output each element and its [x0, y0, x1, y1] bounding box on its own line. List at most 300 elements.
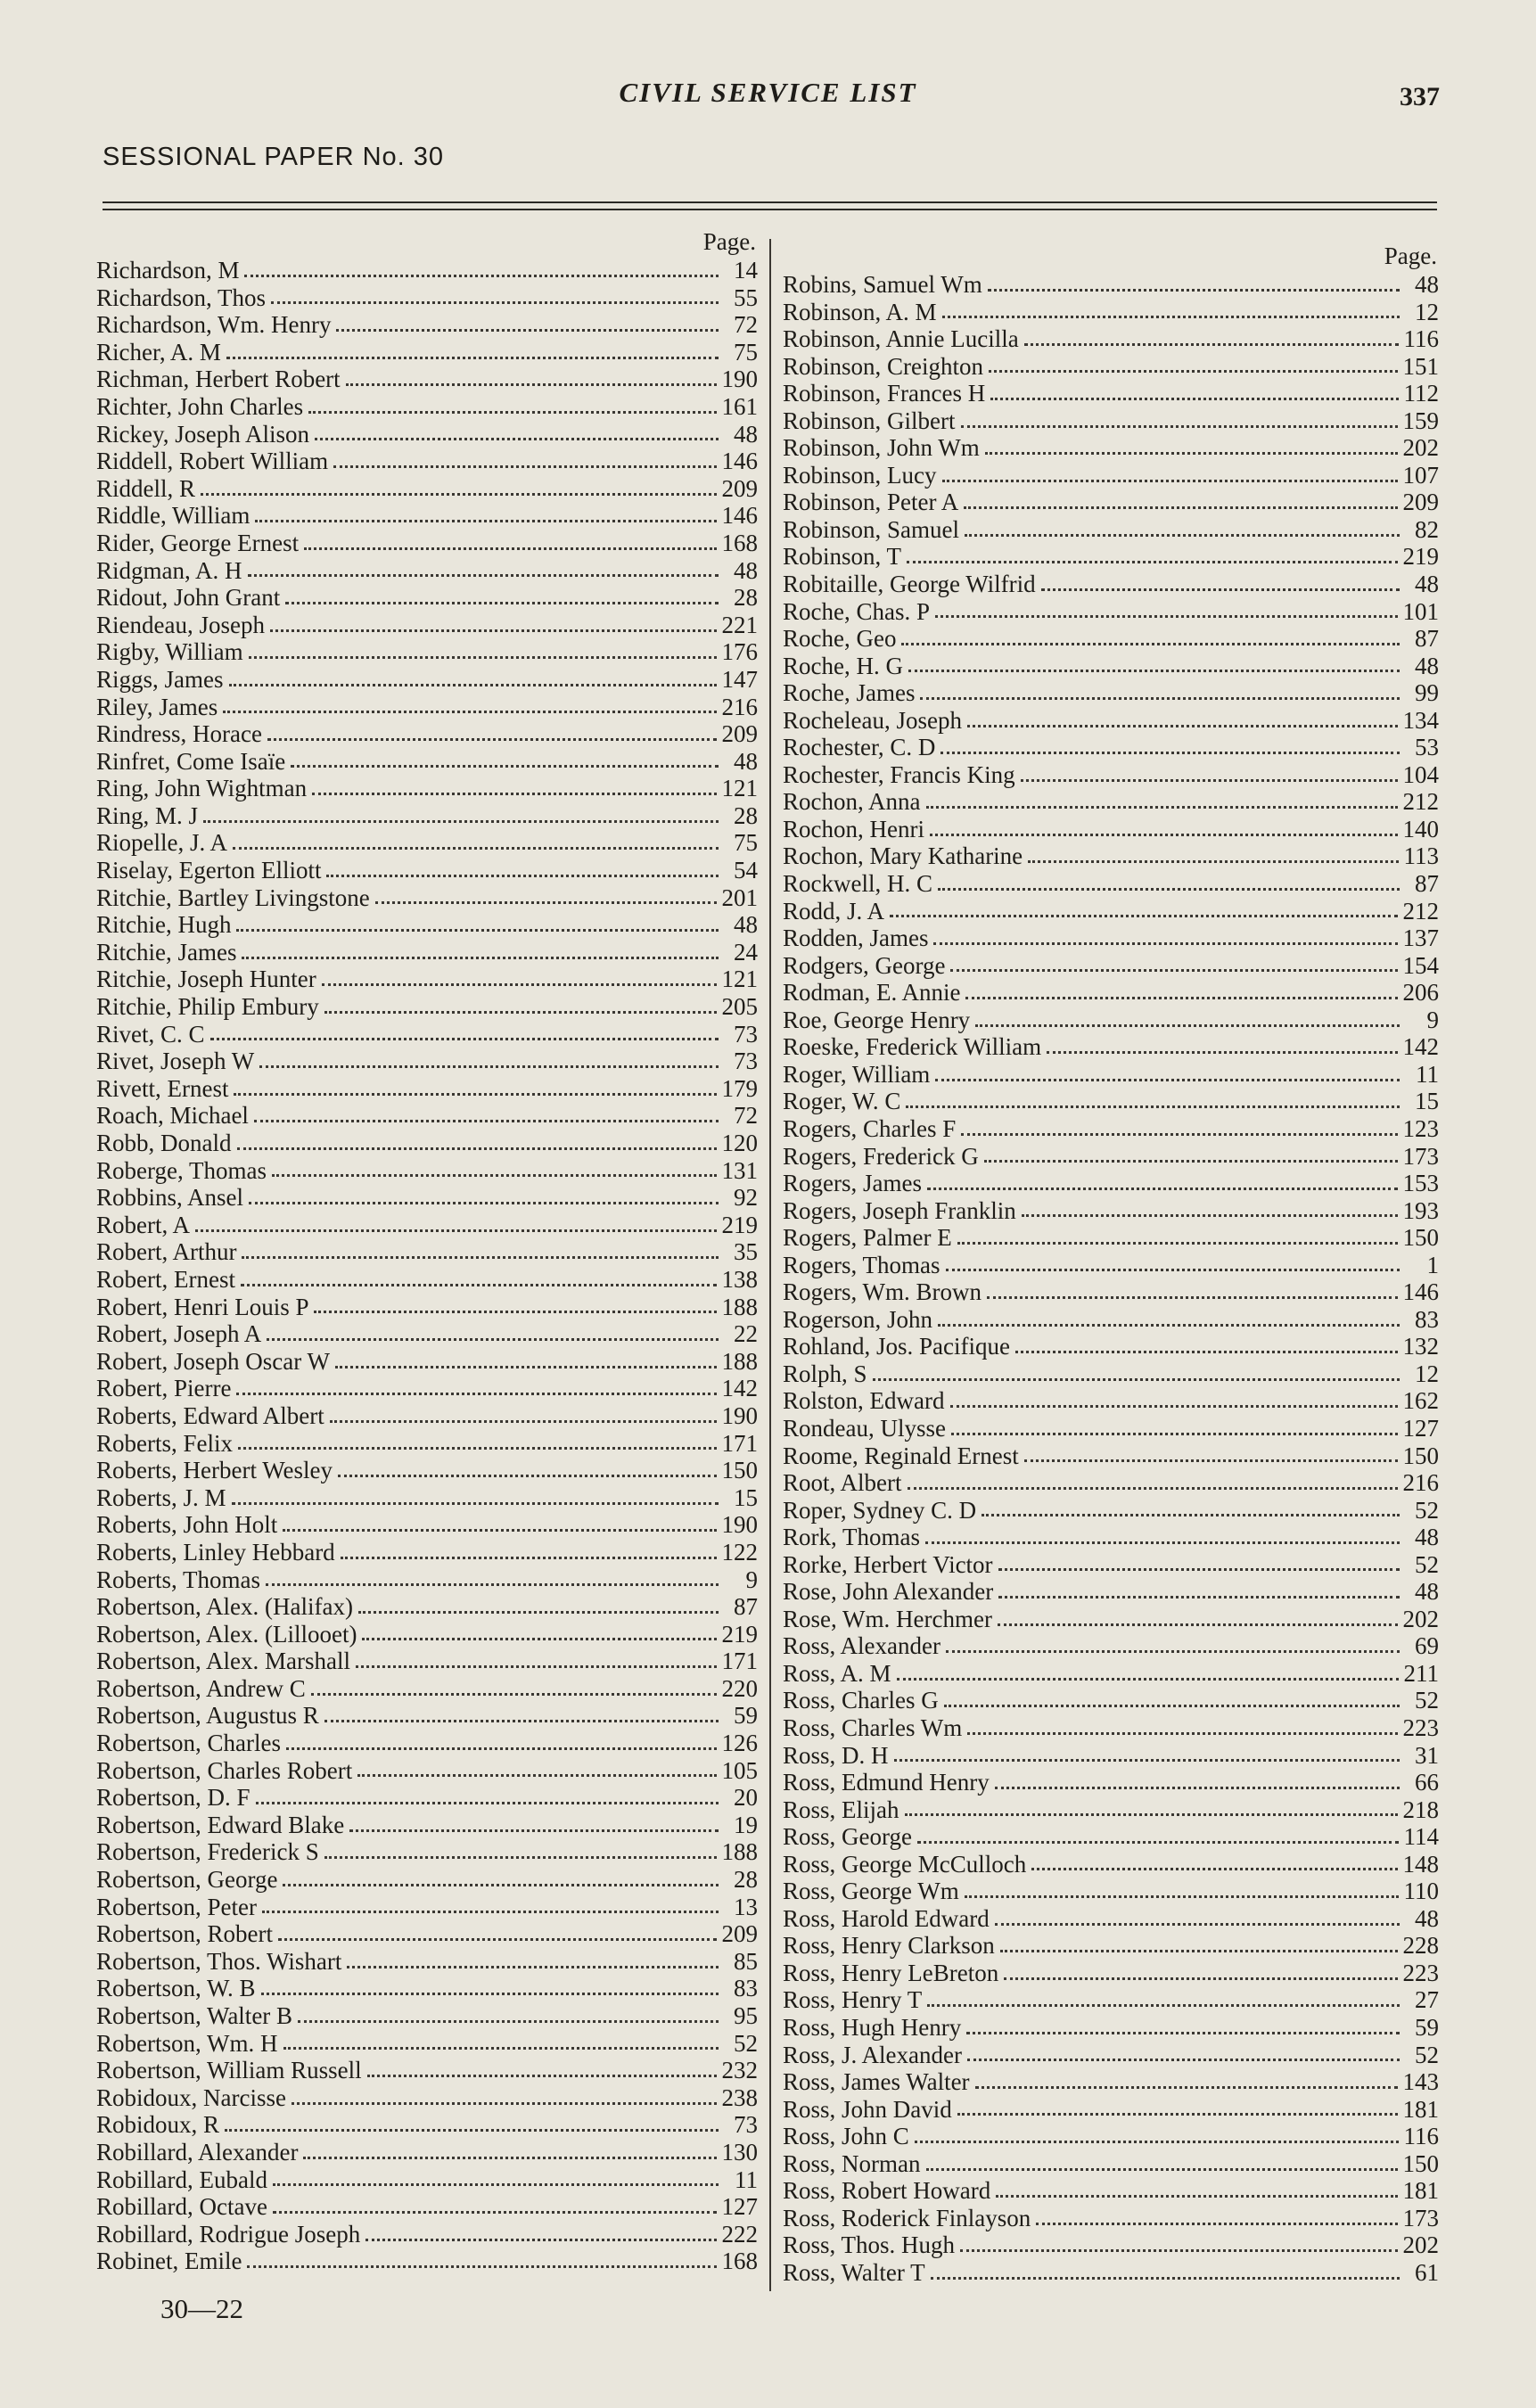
- entry-name: Robertson, Charles: [96, 1730, 281, 1757]
- dot-leader: [223, 711, 716, 713]
- entry-page: 179: [721, 1074, 758, 1102]
- entry-page: 168: [721, 2248, 758, 2275]
- entry-page: 211: [1403, 1659, 1439, 1687]
- entry-name: Robertson, Augustus R: [96, 1702, 319, 1730]
- dot-leader: [1041, 588, 1400, 591]
- dot-leader: [283, 1884, 719, 1886]
- dot-leader: [967, 725, 1398, 727]
- entry-page: 223: [1402, 1714, 1439, 1741]
- dot-leader: [242, 957, 719, 959]
- dot-leader: [930, 834, 1398, 836]
- dot-leader: [203, 820, 719, 823]
- dot-leader: [271, 301, 719, 304]
- dot-leader: [324, 1720, 719, 1722]
- dot-leader: [942, 480, 1398, 482]
- dot-leader: [267, 738, 717, 741]
- entry-name: Rogers, Thomas: [783, 1251, 940, 1278]
- index-entry: [783, 1742, 1439, 1770]
- entry-page: 19: [734, 1811, 758, 1838]
- index-entry: [783, 707, 1439, 735]
- entry-page: 87: [1415, 870, 1439, 898]
- dot-leader: [338, 1475, 716, 1477]
- index-entry: [96, 939, 758, 966]
- index-entry: [96, 557, 758, 585]
- entry-name: Ross, George McCulloch: [783, 1850, 1027, 1878]
- dot-leader: [312, 793, 716, 795]
- dot-leader: [897, 1678, 1399, 1681]
- dot-leader: [362, 1638, 716, 1640]
- entry-page: 9: [745, 1566, 758, 1593]
- dot-leader: [358, 1611, 719, 1614]
- entry-page: 48: [734, 420, 758, 448]
- entry-name: Roberts, Felix: [96, 1429, 233, 1457]
- entry-name: Roberts, Linley Hebbard: [96, 1538, 335, 1566]
- dot-leader: [1024, 1459, 1398, 1462]
- index-entry: [96, 802, 758, 830]
- entry-name: Roper, Sydney C. D: [783, 1496, 977, 1524]
- index-entry: [783, 1551, 1439, 1579]
- entry-name: Rindress, Horace: [96, 720, 262, 748]
- entry-page: 11: [1416, 1060, 1439, 1088]
- entry-page: 123: [1402, 1114, 1439, 1142]
- entry-name: Robillard, Eubald: [96, 2166, 267, 2193]
- entry-name: Robinson, A. M: [783, 298, 937, 325]
- index-entry: [783, 407, 1439, 435]
- index-entry: [783, 1796, 1439, 1824]
- entry-page: 72: [734, 1102, 758, 1130]
- entry-name: Rochester, C. D: [783, 734, 936, 761]
- index-entry: [96, 475, 758, 503]
- index-entry: [96, 1894, 758, 1921]
- index-entry: [783, 925, 1439, 952]
- entry-page: 92: [734, 1184, 758, 1212]
- entry-page: 219: [1402, 543, 1439, 571]
- entry-name: Roberts, J. M: [96, 1483, 226, 1511]
- entry-page: 87: [734, 1593, 758, 1621]
- entry-page: 162: [1402, 1387, 1439, 1415]
- index-entry: [783, 1578, 1439, 1606]
- dot-leader: [942, 316, 1400, 318]
- dot-leader: [254, 1120, 719, 1122]
- entry-page: 52: [1415, 2041, 1439, 2068]
- index-entry: [783, 489, 1439, 516]
- entry-name: Rolston, Edward: [783, 1387, 945, 1415]
- entry-name: Riendeau, Joseph: [96, 611, 265, 638]
- dot-leader: [315, 438, 719, 440]
- entry-name: Roche, James: [783, 679, 916, 707]
- index-entry: [96, 694, 758, 721]
- entry-page: 112: [1403, 380, 1439, 407]
- dot-leader: [907, 561, 1397, 563]
- entry-name: Richer, A. M: [96, 338, 221, 366]
- entry-page: 228: [1402, 1932, 1439, 1960]
- index-entry: [783, 2205, 1439, 2232]
- entry-name: Rinfret, Come Isaïe: [96, 747, 286, 775]
- entry-name: Robinson, Creighton: [783, 352, 984, 380]
- index-entry: [783, 1851, 1439, 1878]
- index-entry: [96, 993, 758, 1021]
- entry-page: 238: [721, 2083, 758, 2111]
- index-entry: [783, 2259, 1439, 2287]
- entry-name: Ridgman, A. H: [96, 556, 242, 584]
- dot-leader: [965, 997, 1397, 999]
- entry-name: Roe, George Henry: [783, 1006, 971, 1033]
- entry-name: Richardson, Thos: [96, 284, 266, 311]
- dot-leader: [255, 520, 716, 522]
- entry-name: Ross, Harold Edward: [783, 1904, 990, 1932]
- dot-leader: [925, 1541, 1400, 1544]
- index-entry: [96, 1402, 758, 1430]
- entry-name: Rose, John Alexander: [783, 1578, 994, 1606]
- index-entry: [783, 2177, 1439, 2205]
- column-divider: [769, 239, 771, 2291]
- index-entry: [96, 1866, 758, 1894]
- entry-page: 15: [734, 1483, 758, 1511]
- entry-name: Ross, Alexander: [783, 1632, 940, 1660]
- index-entry: [783, 2096, 1439, 2124]
- index-entry: [783, 2231, 1439, 2259]
- entry-page: 131: [721, 1156, 758, 1184]
- entry-page: 83: [1415, 1305, 1439, 1333]
- entry-name: Robert, Joseph A: [96, 1320, 262, 1348]
- dot-leader: [995, 1923, 1400, 1926]
- entry-page: 138: [721, 1265, 758, 1293]
- dot-leader: [1036, 2223, 1397, 2225]
- index-entry: [783, 1387, 1439, 1415]
- index-entry: [96, 1266, 758, 1294]
- entry-page: 35: [734, 1238, 758, 1266]
- entry-name: Ritchie, Joseph Hunter: [96, 966, 316, 993]
- dot-leader: [915, 2141, 1399, 2143]
- entry-page: 24: [734, 938, 758, 966]
- dot-leader: [349, 1829, 719, 1832]
- entry-name: Rochester, Francis King: [783, 760, 1015, 788]
- entry-name: Roeske, Frederick William: [783, 1033, 1042, 1061]
- index-entry: [96, 2030, 758, 2058]
- entry-name: Ritchie, Bartley Livingstone: [96, 883, 370, 911]
- dot-leader: [330, 1420, 717, 1423]
- dot-leader: [961, 1133, 1397, 1136]
- index-entry: [96, 1484, 758, 1512]
- entry-page: 216: [721, 693, 758, 720]
- dot-leader: [237, 1147, 717, 1150]
- entry-name: Riselay, Egerton Elliott: [96, 857, 322, 884]
- entry-page: 12: [1415, 1360, 1439, 1387]
- dot-leader: [965, 1895, 1399, 1898]
- entry-name: Rocheleau, Joseph: [783, 706, 962, 734]
- index-entry: [96, 1130, 758, 1157]
- index-column-right: [783, 226, 1439, 2286]
- index-entry: [96, 366, 758, 393]
- index-column-left: [96, 226, 758, 2275]
- entry-page: 190: [721, 366, 758, 393]
- entry-name: Richardson, M: [96, 257, 240, 284]
- entry-page: 55: [734, 284, 758, 311]
- entry-name: Robinet, Emile: [96, 2248, 242, 2275]
- entry-page: 14: [734, 257, 758, 284]
- index-entry: [783, 842, 1439, 870]
- dot-leader: [940, 752, 1400, 754]
- entry-page: 218: [1402, 1796, 1439, 1823]
- entry-name: Robinson, Frances H: [783, 380, 986, 407]
- entry-page: 181: [1402, 2095, 1439, 2123]
- dot-leader: [950, 1405, 1398, 1408]
- entry-name: Ross, Norman: [783, 2149, 921, 2177]
- index-entry: [783, 1823, 1439, 1851]
- entry-page: 122: [721, 1538, 758, 1566]
- index-entry: [96, 1511, 758, 1539]
- entry-page: 72: [734, 311, 758, 339]
- dot-leader: [873, 1378, 1400, 1381]
- entry-page: 121: [721, 966, 758, 993]
- dot-leader: [933, 942, 1397, 945]
- index-entry: [96, 502, 758, 530]
- dot-leader: [335, 1366, 717, 1368]
- index-entry: [96, 584, 758, 612]
- dot-leader: [259, 1065, 719, 1068]
- index-entry: [96, 1021, 758, 1048]
- dot-leader: [201, 493, 716, 496]
- entry-name: Ross, Thos. Hugh: [783, 2231, 956, 2259]
- index-entry: [96, 1812, 758, 1839]
- entry-name: Ring, M. J: [96, 801, 199, 829]
- entry-page: 159: [1402, 407, 1439, 434]
- index-entry: [96, 311, 758, 339]
- index-entry: [783, 299, 1439, 326]
- dot-leader: [270, 629, 717, 632]
- index-entry: [96, 2084, 758, 2112]
- dot-leader: [249, 656, 717, 659]
- entry-name: Roger, William: [783, 1060, 931, 1088]
- entry-page: 232: [721, 2057, 758, 2084]
- entry-page: 205: [721, 993, 758, 1021]
- dot-leader: [236, 929, 719, 932]
- entry-page: 188: [721, 1347, 758, 1375]
- entry-page: 99: [1415, 679, 1439, 707]
- entry-page: 52: [1415, 1550, 1439, 1578]
- entry-name: Roberts, John Holt: [96, 1511, 278, 1539]
- index-entry: [96, 1238, 758, 1266]
- index-entry: [96, 2057, 758, 2084]
- index-entry: [783, 571, 1439, 598]
- entry-name: Robitaille, George Wilfrid: [783, 571, 1036, 598]
- dot-leader: [890, 915, 1397, 917]
- index-entry: [783, 434, 1439, 462]
- index-entry: [783, 2042, 1439, 2069]
- dot-leader: [905, 1813, 1398, 1816]
- header-rule-top: [103, 201, 1437, 203]
- index-entry: [783, 1960, 1439, 1987]
- dot-leader: [244, 275, 719, 277]
- entry-page: 202: [1402, 2231, 1439, 2259]
- dot-leader: [988, 289, 1400, 292]
- index-entry: [96, 1320, 758, 1348]
- entry-page: 220: [721, 1674, 758, 1702]
- entry-name: Robertson, W. B: [96, 1975, 256, 2002]
- index-entry: [783, 516, 1439, 544]
- index-entry: [96, 720, 758, 748]
- entry-name: Ross, Henry LeBreton: [783, 1959, 999, 1986]
- index-entry: [783, 1278, 1439, 1306]
- entry-page: 153: [1402, 1170, 1439, 1197]
- entry-page: 212: [1402, 788, 1439, 816]
- dot-leader: [304, 547, 716, 550]
- dot-leader: [957, 1242, 1398, 1245]
- entry-page: 127: [721, 2193, 758, 2221]
- dot-leader: [985, 452, 1398, 455]
- dot-leader: [964, 506, 1397, 509]
- index-entry: [96, 2221, 758, 2248]
- dot-leader: [311, 1693, 717, 1696]
- entry-page: 61: [1415, 2258, 1439, 2286]
- index-entry: [783, 1714, 1439, 1742]
- index-entry: [96, 1838, 758, 1866]
- entry-name: Robillard, Rodrigue Joseph: [96, 2220, 361, 2248]
- entry-name: Ross, A. M: [783, 1659, 891, 1687]
- entry-name: Ross, John David: [783, 2095, 952, 2123]
- index-entry: [96, 638, 758, 666]
- entry-name: Robb, Donald: [96, 1130, 232, 1156]
- entry-page: 13: [734, 1893, 758, 1920]
- entry-name: Rose, Wm. Herchmer: [783, 1605, 992, 1632]
- index-entry: [783, 1360, 1439, 1388]
- entry-name: Robertson, Alex. (Halifax): [96, 1593, 353, 1621]
- entry-name: Robinson, Annie Lucilla: [783, 325, 1019, 353]
- entry-name: Rodman, E. Annie: [783, 979, 961, 1007]
- entry-page: 137: [1402, 925, 1439, 952]
- index-entry: [783, 761, 1439, 789]
- entry-page: 216: [1402, 1469, 1439, 1497]
- dot-leader: [357, 1774, 716, 1777]
- entry-name: Roche, Geo: [783, 625, 897, 653]
- entry-page: 219: [721, 1620, 758, 1648]
- index-entry: [783, 734, 1439, 761]
- index-entry: [783, 543, 1439, 571]
- entry-page: 20: [734, 1784, 758, 1812]
- dot-leader: [967, 1732, 1397, 1735]
- entry-name: Robert, Arthur: [96, 1238, 237, 1266]
- dot-leader: [226, 357, 719, 359]
- entry-name: Roberts, Edward Albert: [96, 1401, 324, 1429]
- entry-page: 28: [734, 584, 758, 612]
- entry-page: 193: [1402, 1196, 1439, 1224]
- page-number: 337: [1400, 82, 1440, 111]
- entry-name: Robinson, Lucy: [783, 461, 937, 489]
- index-entry: [783, 2150, 1439, 2178]
- index-entry: [96, 1294, 758, 1321]
- entry-page: 171: [721, 1648, 758, 1675]
- entry-name: Robidoux, Narcisse: [96, 2083, 286, 2111]
- entry-page: 150: [721, 1457, 758, 1484]
- entry-page: 202: [1402, 434, 1439, 462]
- entry-name: Riley, James: [96, 693, 218, 720]
- index-entry: [783, 1170, 1439, 1197]
- dot-leader: [324, 1856, 717, 1859]
- entry-name: Robinson, Peter A: [783, 489, 959, 516]
- dot-leader: [286, 1747, 717, 1750]
- index-entry: [783, 1524, 1439, 1551]
- page-column-heading: Page.: [1384, 242, 1437, 269]
- entry-page: 101: [1402, 597, 1439, 625]
- index-entry: [783, 353, 1439, 381]
- entry-name: Rodd, J. A: [783, 897, 885, 925]
- index-entry: [96, 857, 758, 884]
- dot-leader: [229, 684, 717, 686]
- index-entry: [783, 1306, 1439, 1334]
- entry-page: 48: [734, 911, 758, 939]
- entry-name: Riddle, William: [96, 502, 251, 530]
- dot-leader: [326, 875, 719, 877]
- dot-leader: [262, 1911, 719, 1913]
- index-entry: [783, 2123, 1439, 2150]
- entry-name: Robinson, Gilbert: [783, 407, 956, 434]
- entry-page: 28: [734, 1866, 758, 1894]
- dot-leader: [238, 1447, 717, 1450]
- dot-leader: [998, 1568, 1400, 1571]
- entry-page: 222: [721, 2220, 758, 2248]
- entry-page: 188: [721, 1838, 758, 1866]
- index-entry: [783, 1252, 1439, 1279]
- dot-leader: [996, 2195, 1397, 2198]
- index-entry: [96, 339, 758, 366]
- entry-name: Rigby, William: [96, 638, 243, 666]
- index-entry: [783, 1878, 1439, 1905]
- entry-page: 59: [734, 1702, 758, 1730]
- dot-leader: [982, 1514, 1400, 1516]
- dot-leader: [272, 1174, 717, 1177]
- index-entry: [783, 979, 1439, 1007]
- index-entry: [96, 530, 758, 557]
- entry-page: 73: [734, 1048, 758, 1075]
- entry-name: Robert, A: [96, 1211, 190, 1238]
- dot-leader: [241, 1284, 717, 1286]
- entry-page: 181: [1402, 2177, 1439, 2205]
- dot-leader: [242, 1256, 719, 1259]
- index-entry: [96, 448, 758, 475]
- index-entry: [783, 898, 1439, 925]
- index-entry: [96, 1593, 758, 1621]
- dot-leader: [965, 534, 1400, 537]
- dot-leader: [995, 1787, 1400, 1789]
- entry-name: Ritchie, Philip Embury: [96, 993, 319, 1021]
- entry-name: Robertson, Frederick S: [96, 1838, 319, 1866]
- entry-page: 150: [1402, 1224, 1439, 1252]
- index-entry: [783, 325, 1439, 353]
- entry-page: 114: [1403, 1823, 1439, 1851]
- dot-leader: [975, 2086, 1398, 2089]
- entry-name: Robert, Henri Louis P: [96, 1293, 309, 1320]
- entry-page: 161: [721, 392, 758, 420]
- entry-page: 221: [721, 611, 758, 638]
- entry-name: Rondeau, Ulysse: [783, 1414, 946, 1442]
- index-entry: [96, 1975, 758, 2002]
- entry-page: 48: [1415, 1578, 1439, 1606]
- index-entry: [96, 2002, 758, 2030]
- dot-leader: [1004, 1977, 1397, 1980]
- entry-page: 82: [1415, 515, 1439, 543]
- dot-leader: [984, 1160, 1398, 1163]
- dot-leader: [935, 615, 1398, 618]
- index-entry: [783, 1660, 1439, 1688]
- dot-leader: [261, 1993, 719, 1995]
- entry-name: Richardson, Wm. Henry: [96, 311, 332, 339]
- entry-name: Ritchie, James: [96, 938, 237, 966]
- dot-leader: [1028, 860, 1398, 863]
- dot-leader: [225, 2129, 719, 2132]
- index-entry: [96, 1048, 758, 1075]
- dot-leader: [966, 2032, 1400, 2034]
- entry-page: 146: [1402, 1278, 1439, 1306]
